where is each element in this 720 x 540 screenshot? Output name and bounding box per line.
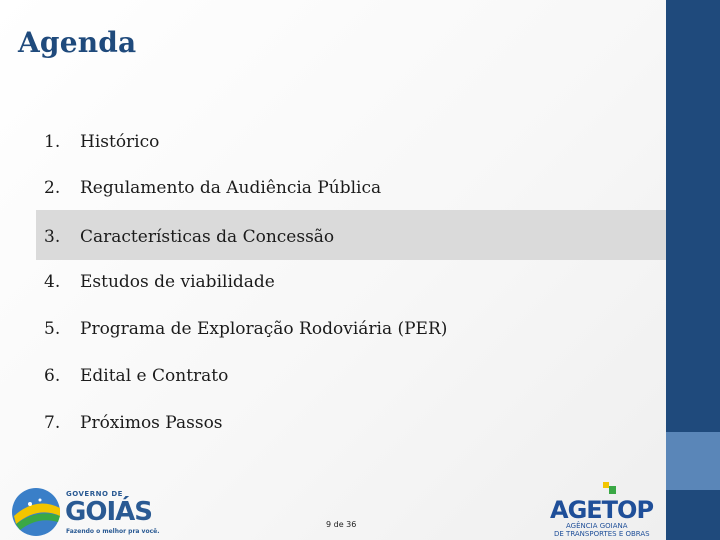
agenda-item-number: 2. xyxy=(44,178,61,198)
page-indicator: 9 de 36 xyxy=(326,520,357,529)
agenda-item-label: Programa de Exploração Rodoviária (PER) xyxy=(80,319,448,339)
agenda-item-6 xyxy=(44,366,228,390)
agetop-logo-line2: DE TRANSPORTES E OBRAS xyxy=(554,530,650,538)
agenda-item-number: 6. xyxy=(44,366,61,386)
agetop-logo xyxy=(548,480,663,540)
agetop-logo-main-text: AGETOP xyxy=(550,496,654,524)
goias-logo xyxy=(10,484,160,540)
agenda-item-number: 7. xyxy=(44,413,61,433)
agenda-item-label: Histórico xyxy=(80,132,160,152)
agenda-item-1 xyxy=(44,132,159,156)
agenda-item-5 xyxy=(44,319,447,343)
agenda-item-7 xyxy=(44,413,223,437)
agenda-item-3 xyxy=(44,227,334,251)
agenda-item-4 xyxy=(44,272,275,296)
agenda-item-number: 4. xyxy=(44,272,61,292)
agenda-item-number: 1. xyxy=(44,132,61,152)
agenda-item-label: Próximos Passos xyxy=(80,413,223,433)
slide-title: Agenda xyxy=(18,26,137,59)
agenda-item-number: 3. xyxy=(44,227,61,247)
goias-logo-main-text: GOIÁS xyxy=(65,497,152,527)
agenda-item-label: Edital e Contrato xyxy=(80,366,229,386)
agenda-item-label: Estudos de viabilidade xyxy=(80,272,275,292)
agenda-item-2 xyxy=(44,178,381,202)
goias-logo-tagline: Fazendo o melhor pra você. xyxy=(66,528,160,535)
right-bar-accent xyxy=(666,432,720,490)
goias-globe-icon xyxy=(10,486,62,538)
agenda-item-number: 5. xyxy=(44,319,61,339)
agenda-item-label: Características da Concessão xyxy=(80,227,335,247)
agenda-item-label: Regulamento da Audiência Pública xyxy=(80,178,382,198)
goias-logo-top-text: GOVERNO DE xyxy=(66,490,123,498)
agetop-logo-line1: AGÊNCIA GOIANA xyxy=(566,522,628,530)
